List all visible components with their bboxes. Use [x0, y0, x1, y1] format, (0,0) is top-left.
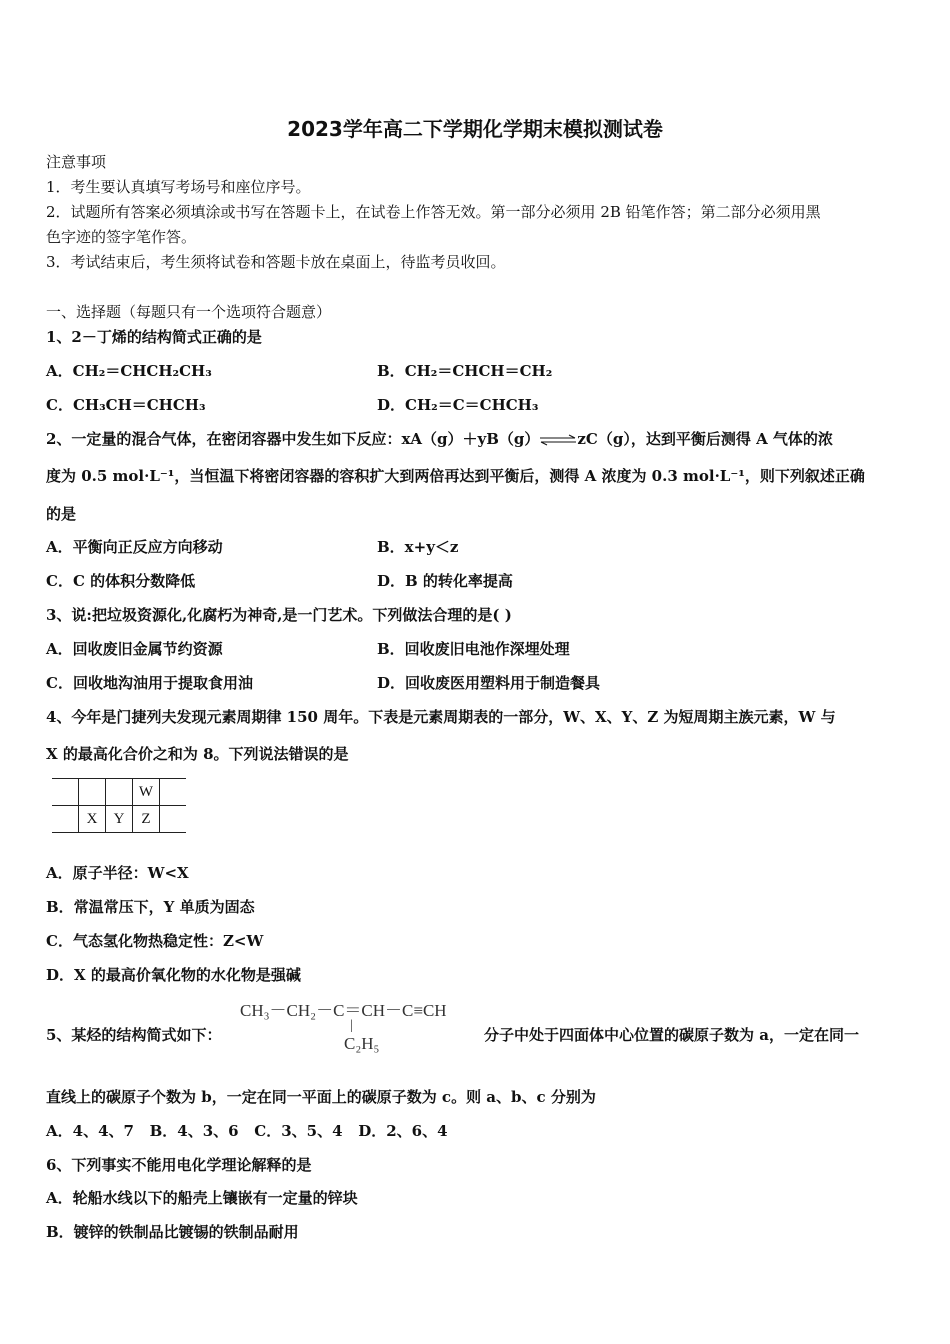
q3-option-d: D．回收废医用塑料用于制造餐具 — [377, 674, 601, 692]
q4-option-a: A．原子半径：W<X — [46, 864, 189, 882]
question-6-stem: 6、下列事实不能用电化学理论解释的是 — [46, 1156, 312, 1174]
q1-option-a: A．CH₂＝CHCH₂CH₃ — [46, 362, 212, 380]
notice-item: 色字迹的签字笔作答。 — [46, 228, 197, 246]
q3-option-c: C．回收地沟油用于提取食用油 — [46, 674, 253, 692]
table-cell-z: Z — [133, 806, 160, 833]
q1-option-b: B．CH₂＝CHCH＝CH₂ — [377, 362, 553, 380]
notice-item: 1．考生要认真填写考场号和座位序号。 — [46, 178, 311, 196]
equilibrium-arrow-icon — [539, 434, 577, 446]
table-cell — [52, 779, 79, 806]
q2-option-d: D．B 的转化率提高 — [377, 572, 513, 590]
q2-option-b: B．x+y＜z — [377, 538, 459, 556]
question-5-stem: 5、某烃的结构简式如下： — [46, 1026, 222, 1044]
table-cell — [79, 779, 106, 806]
q3-option-b: B．回收废旧电池作深埋处理 — [377, 640, 570, 658]
table-cell — [160, 779, 187, 806]
table-cell — [52, 806, 79, 833]
q1-option-d: D．CH₂＝C＝CHCH₃ — [377, 396, 539, 414]
q2-option-a: A．平衡向正反应方向移动 — [46, 538, 223, 556]
q1-option-c: C．CH₃CH＝CHCH₃ — [46, 396, 206, 414]
table-cell — [106, 779, 133, 806]
question-5-stem-cont: 分子中处于四面体中心位置的碳原子数为 a，一定在同一 — [484, 1026, 859, 1044]
structure-bond: | — [350, 1018, 353, 1033]
q3-option-a: A．回收废旧金属节约资源 — [46, 640, 223, 658]
question-4-stem: 4、今年是门捷列夫发现元素周期律 150 周年。下表是元素周期表的一部分，W、X、Y、Z 为短周期主族元素，W 与 — [46, 708, 836, 726]
q6-option-a: A．轮船水线以下的船壳上镶嵌有一定量的锌块 — [46, 1189, 358, 1207]
notice-heading: 注意事项 — [46, 153, 107, 171]
structure-branch: C₂H₅ — [344, 1034, 380, 1053]
notice-item: 3．考试结束后，考生须将试卷和答题卡放在桌面上，待监考员收回。 — [46, 253, 506, 271]
notice-item: 2．试题所有答案必须填涂或书写在答题卡上，在试卷上作答无效。第一部分必须用 2B 铅笔作答；第二部分必须用黑 — [46, 203, 821, 221]
q5-options: A．4、4、7 B．4、3、6 C．3、5、4 D．2、6、4 — [46, 1122, 448, 1140]
question-2-stem: 2、一定量的混合气体，在密闭容器中发生如下反应：xA（g）＋yB（g） zC（g），达到平衡后测得 A 气体的浓 — [46, 430, 833, 448]
page-title: 2023学年高二下学期化学期末模拟测试卷 — [287, 117, 663, 141]
periodic-table-fragment — [52, 778, 186, 833]
section-heading: 一、选择题（每题只有一个选项符合题意） — [46, 303, 332, 321]
table-cell-y: Y — [106, 806, 133, 833]
q4-option-b: B．常温常压下，Y 单质为固态 — [46, 898, 255, 916]
table-cell-w: W — [133, 779, 160, 806]
question-5-stem-line2: 直线上的碳原子个数为 b，一定在同一平面上的碳原子数为 c。则 a、b、c 分别为 — [46, 1088, 596, 1106]
structure-main-chain: CH₃－CH₂－C＝CH－C≡CH — [240, 1001, 447, 1020]
q4-option-c: C．气态氢化物热稳定性：Z<W — [46, 932, 264, 950]
question-2-stem-line3: 的是 — [46, 505, 77, 523]
table-cell — [160, 806, 187, 833]
q2-option-c: C．C 的体积分数降低 — [46, 572, 196, 590]
question-2-stem-line2: 度为 0.5 mol·L⁻¹，当恒温下将密闭容器的容积扩大到两倍再达到平衡后，测得 A 浓度为 0.3 mol·L⁻¹，则下列叙述正确 — [46, 467, 865, 485]
question-1-stem: 1、2－丁烯的结构简式正确的是 — [46, 328, 262, 346]
structural-formula — [240, 996, 490, 1058]
table-cell-x: X — [79, 806, 106, 833]
q4-option-d: D．X 的最高价氧化物的水化物是强碱 — [46, 966, 301, 984]
question-4-stem-line2: X 的最高化合价之和为 8。下列说法错误的是 — [46, 745, 349, 763]
q6-option-b: B．镀锌的铁制品比镀锡的铁制品耐用 — [46, 1223, 299, 1241]
question-3-stem: 3、说:把垃圾资源化,化腐朽为神奇,是一门艺术。下列做法合理的是( ) — [46, 606, 512, 624]
